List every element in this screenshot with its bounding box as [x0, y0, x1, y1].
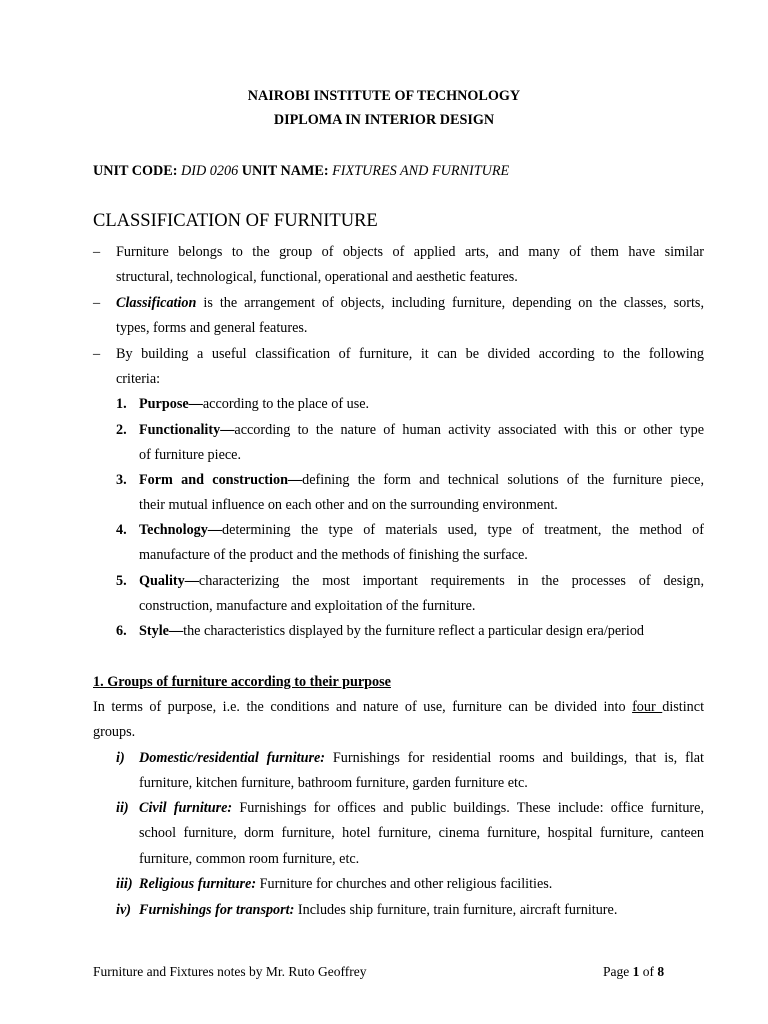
- group-line: school furniture, dorm furniture, hotel furniture, cinema furniture, hospital furniture, canteen: [139, 825, 704, 842]
- unit-name-label: UNIT NAME:: [241, 163, 329, 179]
- criteria-number: 5.: [116, 573, 127, 589]
- group-item: [139, 746, 704, 797]
- criteria-text: according to the nature of human activity associated with this or other type: [234, 422, 704, 438]
- criteria-line: [139, 468, 704, 493]
- bullet-term: Classification: [116, 295, 197, 311]
- group-term: Civil furniture:: [139, 800, 233, 816]
- group-term: Furnishings for transport:: [139, 902, 295, 918]
- bullet-line: criteria:: [116, 371, 161, 388]
- criteria-line: [139, 396, 369, 412]
- criteria-number: 6.: [116, 623, 127, 639]
- page-number: [603, 964, 664, 980]
- group-number: iii): [116, 876, 133, 892]
- bullet-line: structural, technological, functional, operational and aesthetic features.: [116, 269, 518, 286]
- criteria-text: characterizing the most important requirements in the processes of design,: [198, 573, 704, 589]
- page-label: Page: [603, 964, 633, 979]
- criteria-term: Style—: [139, 623, 184, 639]
- group-line: [139, 876, 552, 892]
- bullet-item: [116, 342, 704, 393]
- criteria-text: the characteristics displayed by the furniture reflect a particular design era/period: [183, 623, 645, 639]
- criteria-line: [139, 518, 704, 543]
- unit-info: [93, 163, 509, 180]
- bullet-dash: –: [93, 346, 101, 362]
- intro-text: In terms of purpose, i.e. the conditions and nature of use, furniture can be divided into: [93, 699, 633, 715]
- criteria-term: Functionality—: [139, 422, 235, 438]
- unit-name-value: FIXTURES AND FURNITURE: [332, 163, 510, 179]
- intro-underlined: four: [632, 699, 663, 715]
- bullet-item: [116, 240, 704, 291]
- criteria-text: determining the type of materials used, type of treatment, the method of: [222, 522, 704, 538]
- bullet-line: Furniture belongs to the group of objects of applied arts, and many of them have similar: [116, 244, 704, 260]
- criteria-number: 3.: [116, 472, 127, 488]
- criteria-item: [139, 619, 704, 644]
- group-number: ii): [116, 800, 129, 816]
- group-number: i): [116, 750, 125, 766]
- criteria-term: Quality—: [139, 573, 199, 589]
- group-line: furniture, kitchen furniture, bathroom furniture, garden furniture etc.: [139, 775, 528, 792]
- of-label: of: [639, 964, 658, 979]
- criteria-line: of furniture piece.: [139, 447, 242, 464]
- criteria-item: [139, 392, 704, 417]
- criteria-line: their mutual influence on each other and on the surrounding environment.: [139, 497, 558, 514]
- section-intro: [93, 695, 704, 746]
- group-item: [139, 796, 704, 872]
- criteria-line: [139, 623, 644, 639]
- group-text: Furnishings for residential rooms and buildings, that is, flat: [325, 750, 704, 766]
- unit-code-value: DID 0206: [181, 163, 239, 179]
- criteria-text: defining the form and technical solutions of the furniture piece,: [302, 472, 704, 488]
- criteria-number: 2.: [116, 422, 127, 438]
- unit-code-label: UNIT CODE:: [93, 163, 178, 179]
- institution-title: NAIROBI INSTITUTE OF TECHNOLOGY: [247, 88, 521, 104]
- diploma-title: DIPLOMA IN INTERIOR DESIGN: [273, 112, 495, 128]
- criteria-line: [139, 569, 704, 594]
- group-number: iv): [116, 902, 131, 918]
- group-text: Includes ship furniture, train furniture, aircraft furniture.: [294, 902, 618, 918]
- criteria-number: 4.: [116, 522, 127, 538]
- group-term: Religious furniture:: [139, 876, 257, 892]
- bullet-line: types, forms and general features.: [116, 320, 308, 337]
- group-line: [139, 796, 704, 821]
- current-page: 1: [632, 964, 640, 979]
- bullet-dash: –: [93, 244, 101, 260]
- group-item: [139, 872, 704, 897]
- footer-author: Furniture and Fixtures notes by Mr. Ruto Geoffrey: [93, 964, 367, 979]
- intro-line: groups.: [93, 724, 136, 741]
- group-item: [139, 898, 704, 923]
- group-term: Domestic/residential furniture:: [139, 750, 326, 766]
- criteria-term: Purpose—: [139, 396, 203, 412]
- criteria-line: [139, 418, 704, 443]
- bullet-item: [116, 291, 704, 342]
- criteria-term: Technology—: [139, 522, 223, 538]
- group-line: furniture, common room furniture, etc.: [139, 850, 360, 867]
- criteria-term: Form and construction—: [139, 472, 303, 488]
- criteria-item: [139, 569, 704, 620]
- group-line: [139, 746, 704, 771]
- intro-line: [93, 695, 704, 720]
- criteria-text: according to the place of use.: [202, 396, 370, 412]
- bullet-text: is the arrangement of objects, including furniture, depending on the classes, sorts,: [196, 295, 704, 311]
- criteria-line: manufacture of the product and the methods of finishing the surface.: [139, 547, 528, 564]
- intro-text-end: distinct: [662, 699, 705, 715]
- criteria-item: [139, 518, 704, 569]
- subsection-title: 1. Groups of furniture according to their purpose: [93, 674, 391, 690]
- criteria-item: [139, 468, 704, 519]
- criteria-number: 1.: [116, 396, 127, 412]
- criteria-line: construction, manufacture and exploitation of the furniture.: [139, 598, 476, 615]
- total-pages: 8: [657, 964, 665, 979]
- criteria-item: [139, 418, 704, 469]
- group-line: [139, 902, 617, 918]
- group-text: Furniture for churches and other religious facilities.: [256, 876, 553, 892]
- section-heading: CLASSIFICATION OF FURNITURE: [93, 211, 378, 231]
- bullet-line: [116, 291, 704, 316]
- bullet-dash: –: [93, 295, 101, 311]
- bullet-line: By building a useful classification of furniture, it can be divided according to the following: [116, 346, 704, 362]
- group-text: Furnishings for offices and public buildings. These include: office furniture,: [232, 800, 705, 816]
